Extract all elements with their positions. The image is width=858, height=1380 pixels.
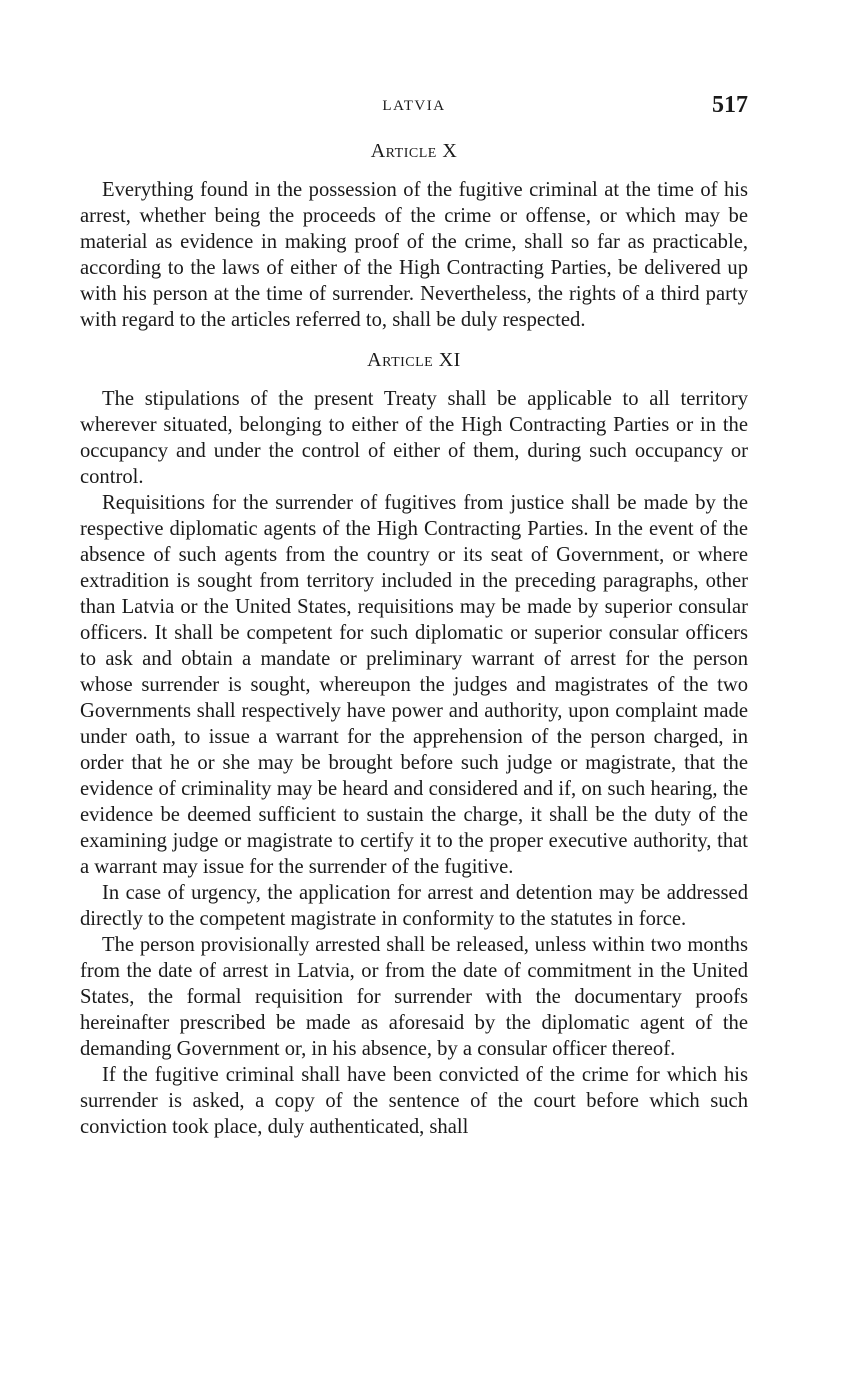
paragraph: The stipulations of the present Treaty shall be applicable to all territory wherever situated, belonging to either of the High Contracting Parties or in the occupancy and under the control of either of them, during such occupancy or control.	[80, 388, 748, 488]
paragraph: If the fugitive criminal shall have been convicted of the crime for which his surrender is asked, a copy of the sentence of the court before which such conviction took place, duly authenticated, shall	[80, 1064, 748, 1138]
page-number: 517	[712, 92, 748, 118]
paragraph: Everything found in the possession of the fugitive criminal at the time of his arrest, whether being the proceeds of the crime or offense, or which may be material as evidence in making proof of the crime, shall so far as practicable, according to the laws of either of the High Contracting Parties, be delivered up with his person at the time of surrender. Nevertheless, the rights of a third party with regard to the articles referred to, shall be duly respected.	[80, 179, 748, 331]
document-page	[80, 92, 748, 1140]
article-heading: Article X	[370, 140, 458, 162]
running-title: LATVIA	[382, 98, 446, 114]
paragraph: The person provisionally arrested shall be released, unless within two months from the date of arrest in Latvia, or from the date of commitment in the United States, the formal requisition for surrender with the documentary proofs hereinafter prescribed be made as aforesaid by the diplomatic agent of the demanding Government or, in his absence, by a consular officer thereof.	[80, 934, 748, 1060]
paragraph: Requisitions for the surrender of fugitives from justice shall be made by the respective diplomatic agents of the High Contracting Parties. In the event of the absence of such agents from the country or its seat of Government, or where extradition is sought from territory included in the preceding paragraphs, other than Latvia or the United States, requisitions may be made by superior consular officers. It shall be competent for such diplomatic or superior consular officers to ask and obtain a mandate or preliminary warrant of arrest for the person whose surrender is sought, whereupon the judges and magistrates of the two Governments shall respectively have power and authority, upon complaint made under oath, to issue a warrant for the apprehension of the person charged, in order that he or she may be brought before such judge or magistrate, that the evidence of criminality may be heard and considered and if, on such hearing, the evidence be deemed sufficient to sustain the charge, it shall be the duty of the examining judge or magistrate to certify it to the proper executive authority, that a warrant may issue for the surrender of the fugitive.	[80, 492, 748, 878]
paragraph: In case of urgency, the application for arrest and detention may be addressed directly to the competent magistrate in conformity to the statutes in force.	[80, 882, 748, 930]
article-xi	[80, 349, 748, 1140]
running-head	[80, 92, 748, 126]
article-heading: Article XI	[367, 349, 461, 371]
article-x	[80, 140, 748, 333]
